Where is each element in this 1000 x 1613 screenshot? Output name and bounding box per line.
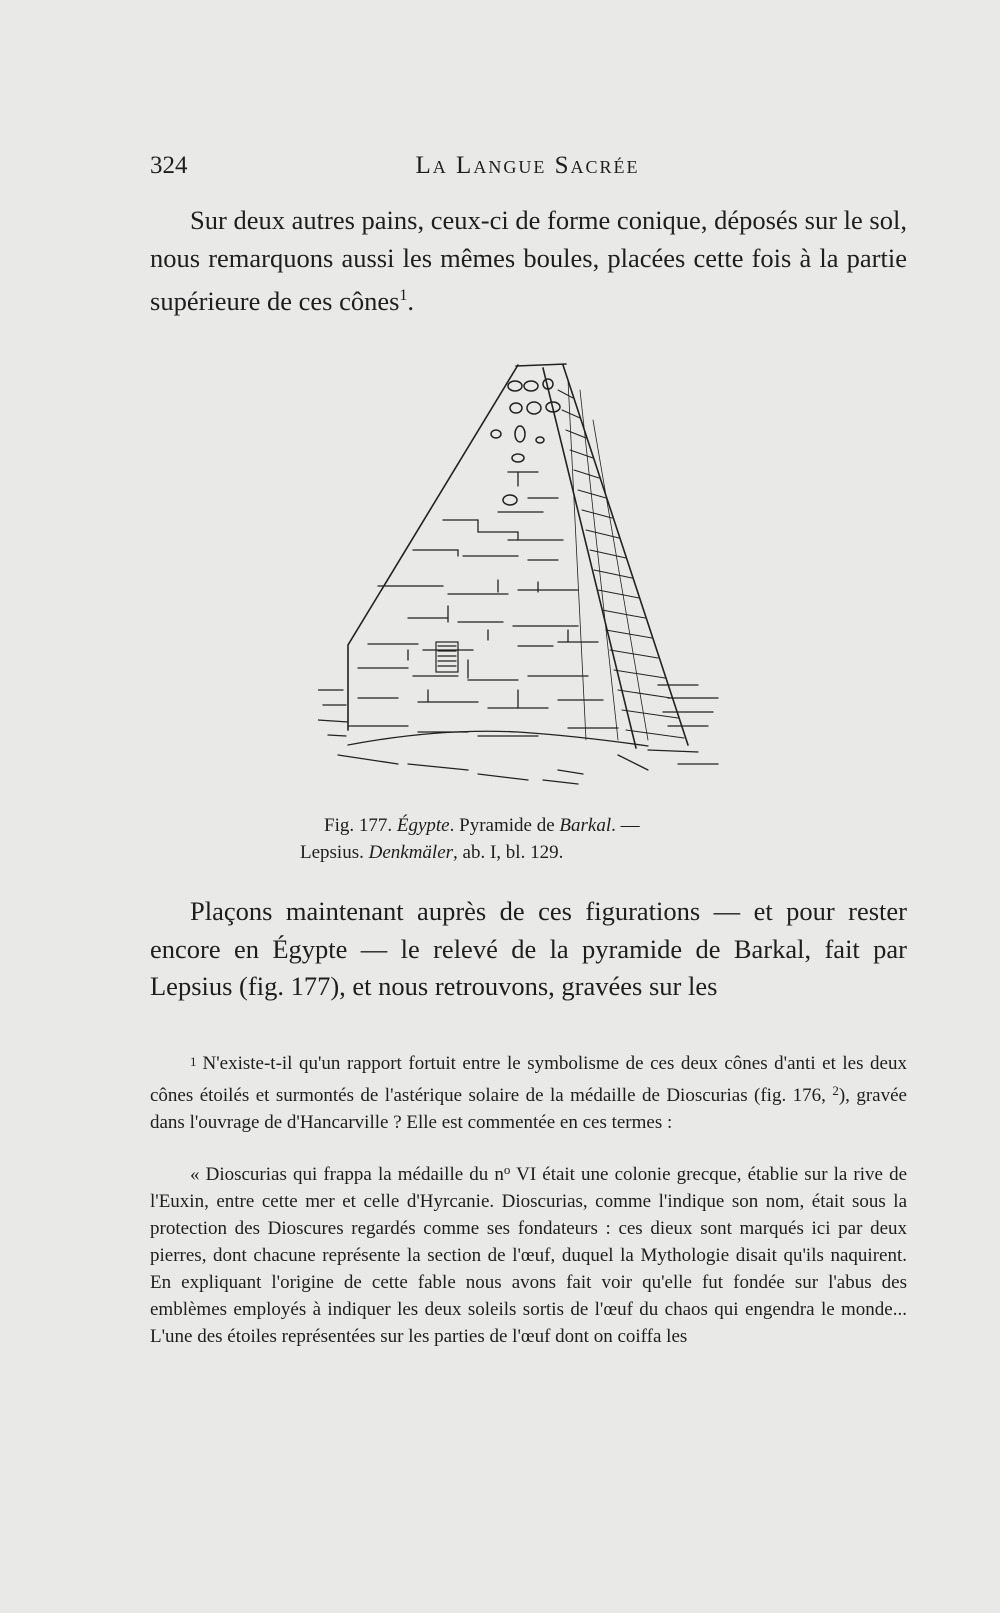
footnote-1-sub: 2 bbox=[832, 1083, 839, 1098]
paragraph-2 bbox=[150, 893, 907, 1006]
footnote-quote-sup: o bbox=[503, 1162, 511, 1177]
footnote-quote bbox=[150, 1156, 907, 1350]
caption-work: Denkmäler bbox=[368, 842, 454, 863]
caption-author: Lepsius. bbox=[300, 842, 369, 863]
caption-line-1 bbox=[300, 812, 770, 839]
paragraph-2-text: Plaçons maintenant auprès de ces figurations — et pour rester encore en Égypte — le relevé de la pyramide de Barkal, fait par Lepsius (fig. 177), et nous retrouvons, gravées sur les bbox=[150, 896, 907, 1001]
pyramid-illustration bbox=[318, 360, 758, 800]
footnote-reference[interactable]: 1 bbox=[399, 287, 408, 304]
footnote-quote-text-a: « Dioscurias qui frappa la médaille du n bbox=[190, 1164, 504, 1185]
footnote-1-text-a: N'existe-t-il qu'un rapport fortuit entre le symbolisme de ces deux cônes d'anti et les deux cônes étoilés et surmontés de l'astérique solaire de la médaille de Dioscurias (fig. 176, bbox=[150, 1053, 907, 1106]
page-number: 324 bbox=[150, 152, 188, 179]
caption-reference: , ab. I, bl. 129. bbox=[453, 842, 564, 863]
paragraph-1-end: . bbox=[407, 286, 415, 316]
running-title: La Langue Sacrée bbox=[415, 152, 640, 179]
paragraph-1 bbox=[150, 202, 907, 321]
doorway bbox=[436, 642, 458, 672]
footnote-1-text-b: ), gravée dans l'ouvrage de d'Hancarville ? Elle est commentée en ces termes : bbox=[150, 1085, 907, 1133]
caption-dash: . — bbox=[611, 815, 640, 836]
footnote-1 bbox=[150, 1048, 907, 1136]
caption-fig-number: Fig. 177. bbox=[324, 815, 397, 836]
running-header bbox=[150, 152, 905, 188]
pyramid-top bbox=[516, 364, 566, 366]
caption-pyramid: . Pyramide de bbox=[449, 815, 560, 836]
caption-site: Barkal bbox=[559, 815, 612, 836]
caption-place: Égypte bbox=[396, 815, 450, 836]
footnote-marker: 1 bbox=[190, 1054, 197, 1069]
footnote-quote-text-b: VI était une colonie grecque, établie sur la rive de l'Euxin, entre cette mer et celle d'Hyrcanie. Dioscurias, comme l'indique son nom, était sous la protection des Dioscures regardés comme ses fondateurs : ces dieux sont marqués ici par deux pierres, dont chacune représente la section de l'œuf, duquel la Mythologie disait qu'ils naquirent. En expliquant l'origine de cette fable nous avons fait voir qu'elle fut fondée sur l'abus des emblèmes employés à indiquer les deux soleils sortis de l'œuf du chaos qui engendra le monde... L'une des étoiles représentées sur les parties de l'œuf dont on coiffa les bbox=[150, 1164, 907, 1347]
figure-caption bbox=[300, 812, 770, 866]
pyramid-left-edge bbox=[348, 365, 518, 730]
pyramid-right-edge bbox=[563, 365, 688, 745]
paragraph-1-text: Sur deux autres pains, ceux-ci de forme conique, déposés sur le sol, nous remarquons aussi les mêmes boules, placées cette fois à la partie supérieure de ces cônes bbox=[150, 205, 907, 316]
caption-line-2 bbox=[300, 839, 770, 866]
